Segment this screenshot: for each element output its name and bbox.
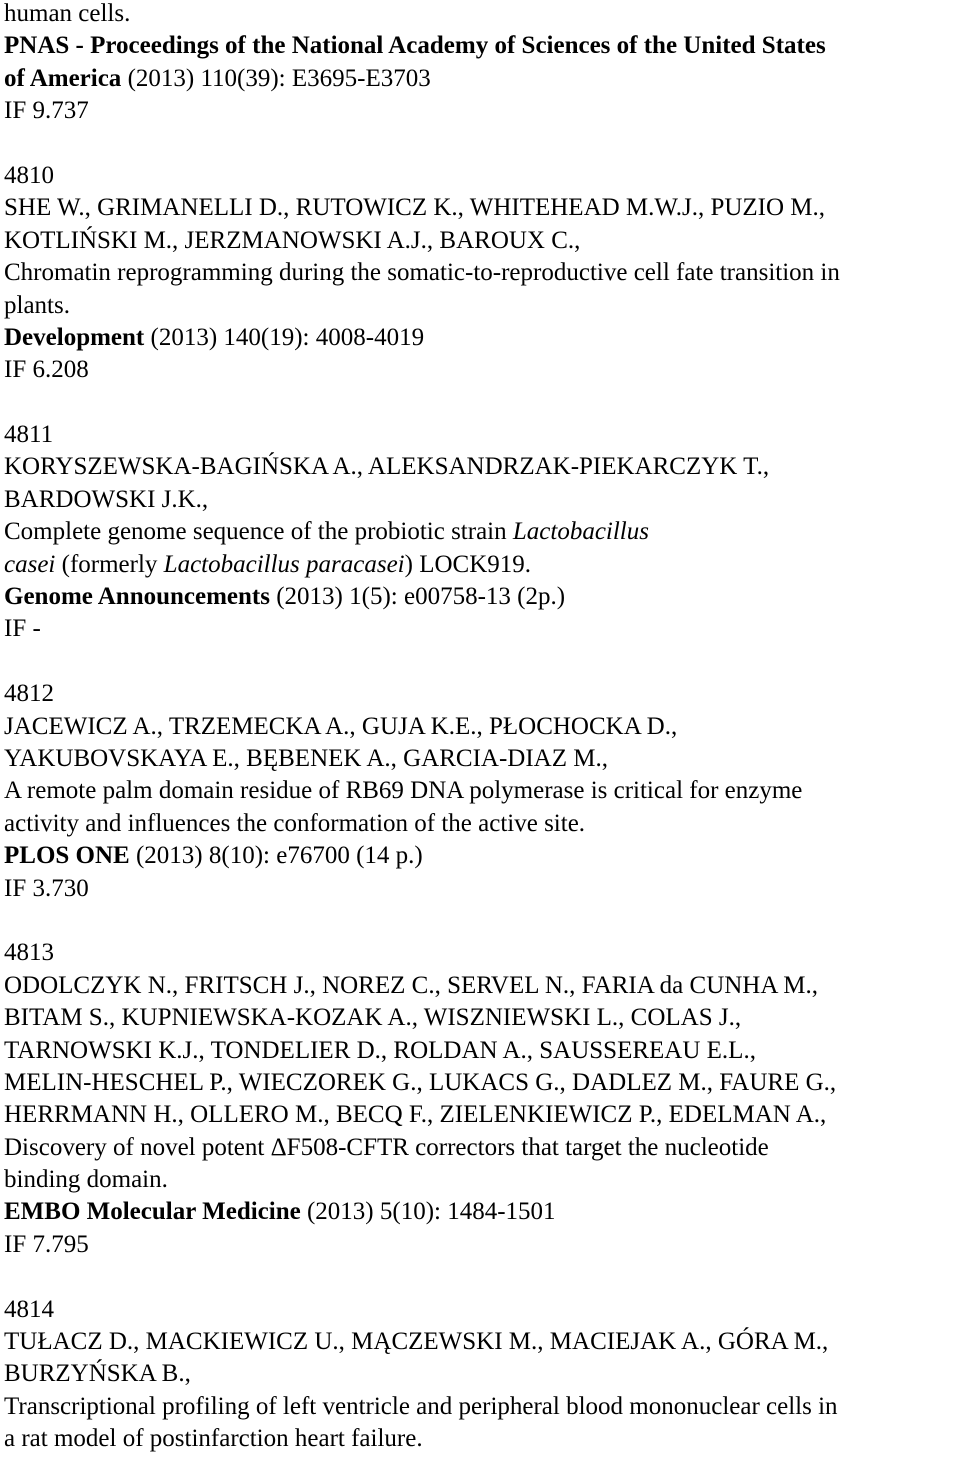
journal-name: Development (4, 323, 145, 351)
publication-entry (4, 937, 956, 1261)
entry-title-line (4, 549, 956, 581)
entry-authors-line: BITAM S., KUPNIEWSKA-KOZAK A., WISZNIEWSKI L., COLAS J., (4, 1004, 742, 1032)
entry-number: 4811 (4, 421, 54, 449)
entry-authors-line: JACEWICZ A., TRZEMECKA A., GUJA K.E., PŁOCHOCKA D., (4, 712, 678, 740)
entry-authors-line: ODOLCZYK N., FRITSCH J., NOREZ C., SERVEL N., FARIA da CUNHA M., (4, 971, 819, 999)
entry-title-line: plants. (4, 291, 70, 319)
journal-citation-line (4, 840, 956, 872)
entry-number: 4812 (4, 680, 54, 708)
impact-factor: IF 9.737 (4, 97, 89, 125)
species-name: Lactobacillus (512, 518, 649, 546)
journal-citation-line (4, 322, 956, 354)
citation: (2013) 140(19): 4008-4019 (144, 323, 425, 351)
species-name: casei (4, 550, 56, 578)
entry-fragment (4, 0, 956, 128)
citation: (2013) 110(39): E3695-E3703 (121, 64, 431, 92)
entry-authors-line: HERRMANN H., OLLERO M., BECQ F., ZIELENKIEWICZ P., EDELMAN A., (4, 1101, 827, 1129)
title-text: (formerly (55, 550, 164, 578)
title-text: ) LOCK919. (404, 550, 532, 578)
journal-name: EMBO Molecular Medicine (4, 1198, 301, 1226)
citation: (2013) 1(5): e00758-13 (2p.) (269, 583, 566, 611)
entry-authors-line: TUŁACZ D., MACKIEWICZ U., MĄCZEWSKI M., MACIEJAK A., GÓRA M., (4, 1328, 829, 1356)
title-text: Complete genome sequence of the probiotic strain (4, 518, 513, 546)
entry-title-line: binding domain. (4, 1166, 168, 1194)
entry-title-line: Transcriptional profiling of left ventricle and peripheral blood mononuclear cells in (4, 1392, 838, 1420)
impact-factor: IF 3.730 (4, 874, 89, 902)
entry-number: 4814 (4, 1295, 54, 1323)
entry-authors-line: YAKUBOVSKAYA E., BĘBENEK A., GARCIA-DIAZ M., (4, 744, 608, 772)
publication-entry (4, 160, 956, 387)
journal-citation-line (4, 1196, 956, 1228)
publication-list (4, 0, 956, 1456)
impact-factor: IF 6.208 (4, 356, 89, 384)
publication-entry (4, 678, 956, 905)
entry-title-line: Chromatin reprogramming during the somatic-to-reproductive cell fate transition in (4, 259, 840, 287)
publication-entry (4, 1294, 956, 1456)
entry-authors-line: TARNOWSKI K.J., TONDELIER D., ROLDAN A., SAUSSEREAU E.L., (4, 1036, 756, 1064)
entry-title-line: activity and influences the conformation of the active site. (4, 809, 586, 837)
journal-name: of America (4, 64, 122, 92)
entry-number: 4810 (4, 161, 54, 189)
citation: (2013) 8(10): e76700 (14 p.) (129, 842, 423, 870)
entry-title-line: a rat model of postinfarction heart failure. (4, 1425, 423, 1453)
journal-citation-line (4, 63, 956, 95)
entry-authors-line: KORYSZEWSKA-BAGIŃSKA A., ALEKSANDRZAK-PIEKARCZYK T., (4, 453, 770, 481)
entry-authors-line: BARDOWSKI J.K., (4, 485, 209, 513)
journal-name-line: PNAS - Proceedings of the National Academy of Sciences of the United States (4, 32, 826, 60)
impact-factor: IF - (4, 615, 41, 643)
entry-number: 4813 (4, 939, 54, 967)
entry-title-line: human cells. (4, 0, 131, 27)
entry-authors-line: BURZYŃSKA B., (4, 1360, 191, 1388)
entry-title-line: A remote palm domain residue of RB69 DNA polymerase is critical for enzyme (4, 777, 803, 805)
citation: (2013) 5(10): 1484-1501 (300, 1198, 556, 1226)
journal-name: Genome Announcements (4, 583, 270, 611)
entry-title-line: Discovery of novel potent ΔF508-CFTR correctors that target the nucleotide (4, 1133, 769, 1161)
species-name: Lactobacillus paracasei (163, 550, 405, 578)
publication-entry (4, 419, 956, 646)
entry-authors-line: KOTLIŃSKI M., JERZMANOWSKI A.J., BAROUX C., (4, 226, 581, 254)
journal-name: PLOS ONE (4, 842, 130, 870)
entry-authors-line: MELIN-HESCHEL P., WIECZOREK G., LUKACS G., DADLEZ M., FAURE G., (4, 1068, 837, 1096)
impact-factor: IF 7.795 (4, 1230, 89, 1258)
journal-citation-line (4, 581, 956, 613)
entry-authors-line: SHE W., GRIMANELLI D., RUTOWICZ K., WHITEHEAD M.W.J., PUZIO M., (4, 194, 826, 222)
entry-title-line (4, 516, 956, 548)
